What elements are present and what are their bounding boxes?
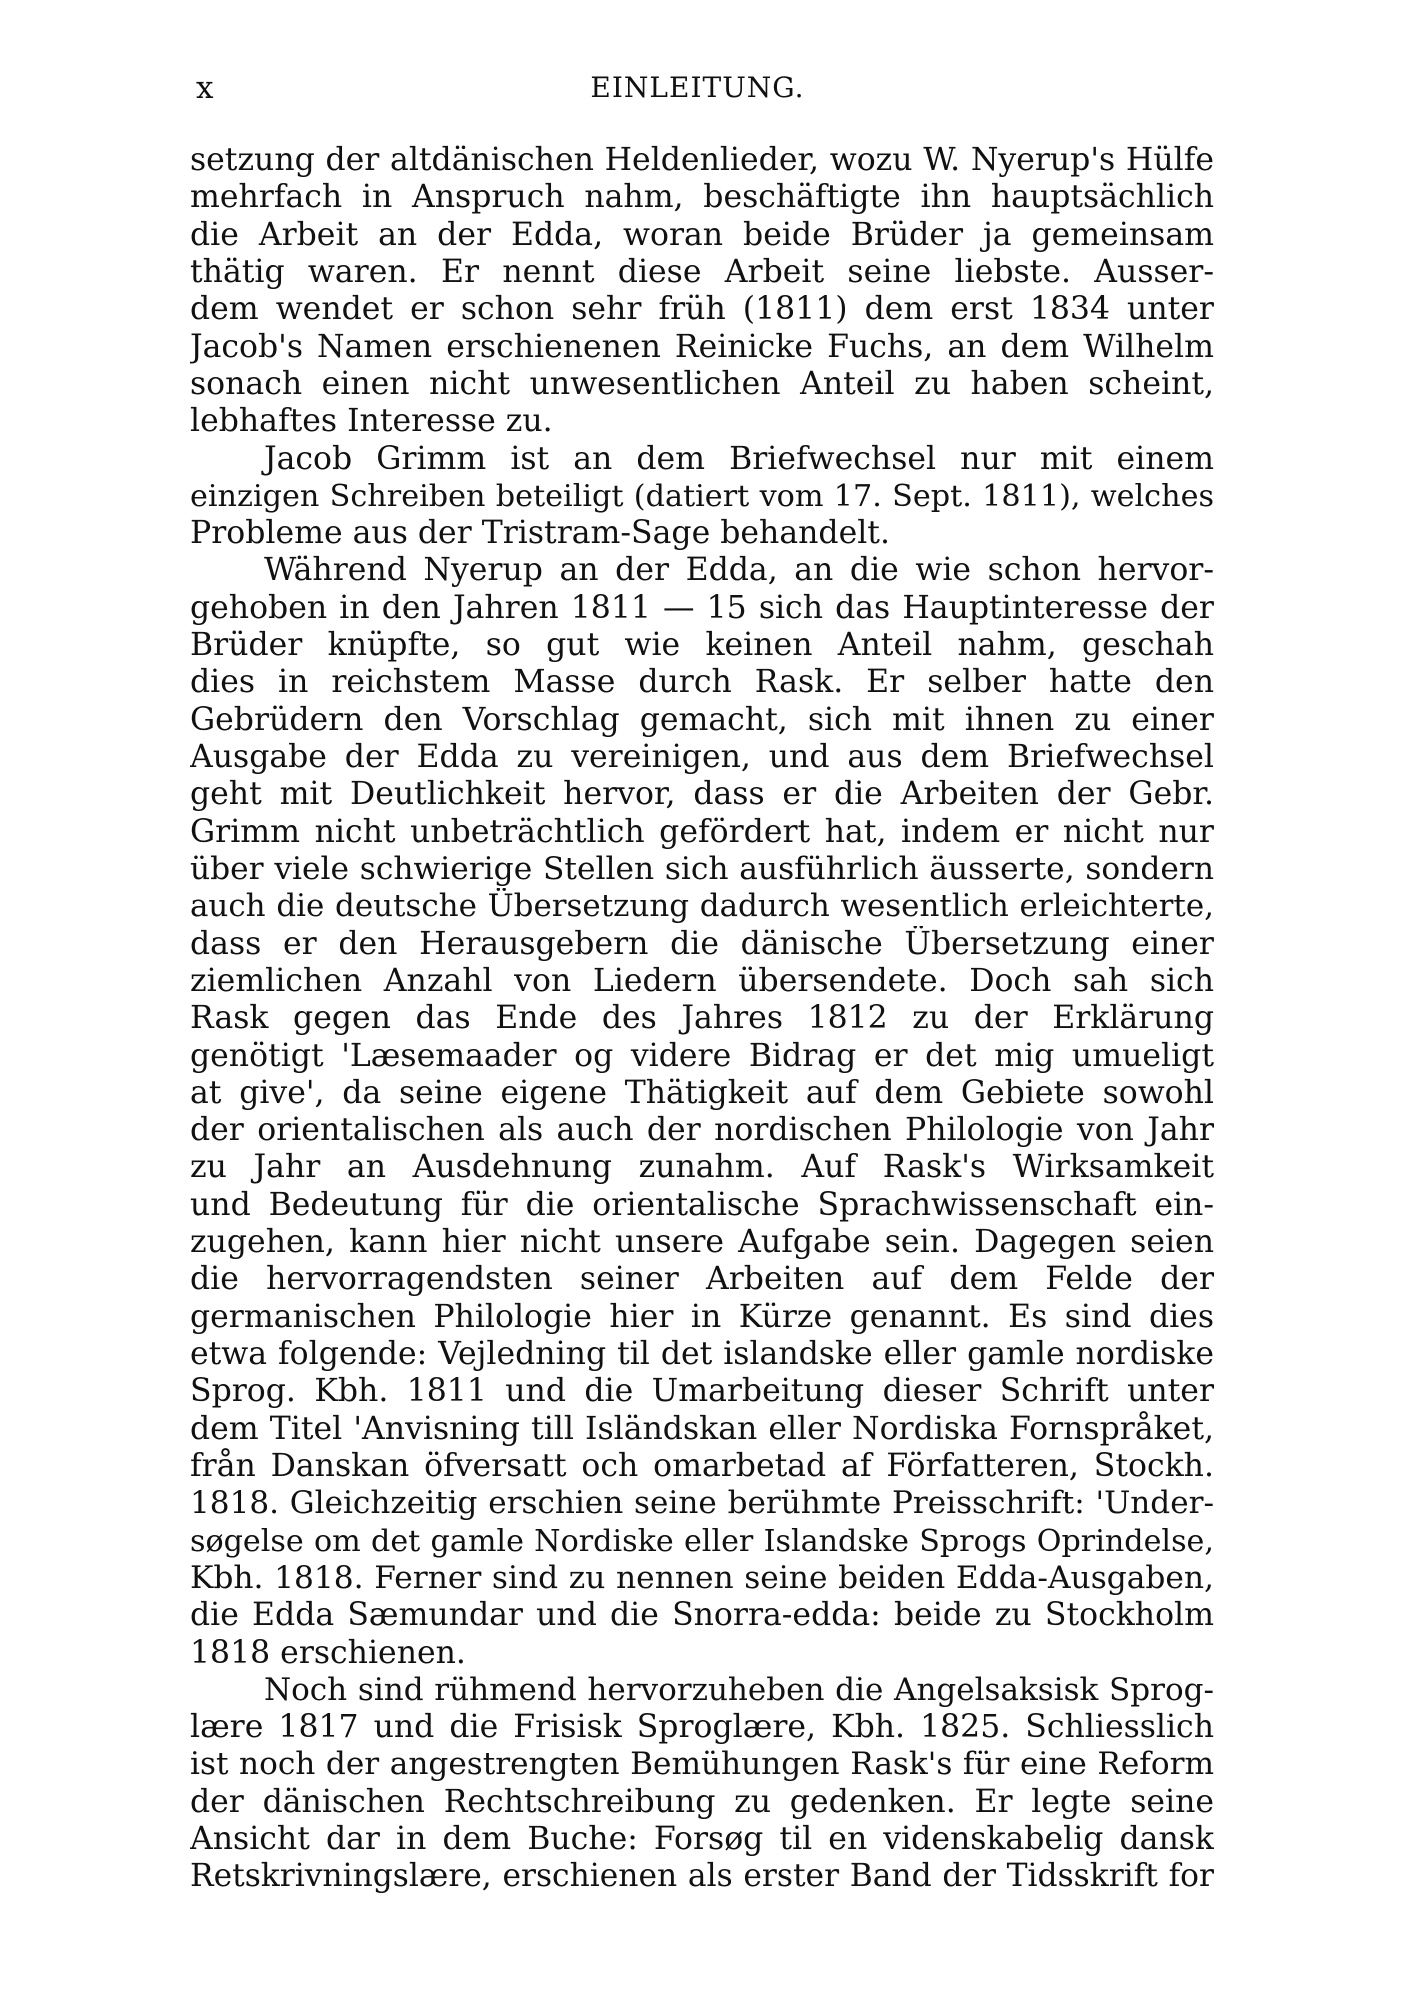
text-line: lebhaftes Interesse zu. <box>190 403 553 440</box>
text-line: dem Titel 'Anvisning till Isländskan eller Nordiska Fornspråket, <box>190 1410 1214 1447</box>
text-line: mehrfach in Anspruch nahm, beschäftigte ihn hauptsächlich <box>190 179 1214 216</box>
text-line: sonach einen nicht unwesentlichen Anteil zu haben scheint, <box>190 365 1214 402</box>
text-line: Ausgabe der Edda zu vereinigen, und aus dem Briefwechsel <box>190 739 1214 775</box>
running-head <box>190 68 1205 108</box>
text-line: die hervorragendsten seiner Arbeiten auf dem Felde der <box>190 1261 1214 1298</box>
text-line: søgelse om det gamle Nordiske eller Islandske Sprogs Oprindelse, <box>190 1523 1214 1559</box>
text-line: germanischen Philologie hier in Kürze genannt. Es sind dies <box>190 1298 1214 1335</box>
text-line: från Danskan öfversatt och omarbetad af Författeren, Stockh. <box>190 1447 1214 1484</box>
text-line: 1818 erschienen. <box>190 1634 466 1671</box>
text-line: dem wendet er schon sehr früh (1811) dem erst 1834 unter <box>190 291 1214 328</box>
text-line: dies in reichstem Masse durch Rask. Er selber hatte den <box>190 664 1214 701</box>
text-line: Gebrüdern den Vorschlag gemacht, sich mit ihnen zu einer <box>190 701 1214 738</box>
text-line: genötigt 'Læsemaader og videre Bidrag er det mig umueligt <box>190 1037 1214 1074</box>
text-line: der dänischen Rechtschreibung zu gedenken. Er legte seine <box>190 1783 1214 1820</box>
text-line: geht mit Deutlichkeit hervor, dass er die Arbeiten der Gebr. <box>190 776 1214 813</box>
text-line: zugehen, kann hier nicht unsere Aufgabe sein. Dagegen seien <box>190 1224 1214 1261</box>
text-line: Noch sind rühmend hervorzuheben die Angelsaksisk Sprog- <box>264 1671 1214 1708</box>
text-line: at give', da seine eigene Thätigkeit auf dem Gebiete sowohl <box>190 1074 1214 1111</box>
running-title: EINLEITUNG. <box>590 71 805 104</box>
text-line: der orientalischen als auch der nordischen Philologie von Jahr <box>190 1112 1214 1149</box>
text-line: Jacob's Namen erschienenen Reinicke Fuchs, an dem Wilhelm <box>190 328 1214 365</box>
text-line: setzung der altdänischen Heldenlieder, wozu W. Nyerup's Hülfe <box>190 142 1214 178</box>
text-line: ziemlichen Anzahl von Liedern übersendete. Doch sah sich <box>190 962 1214 999</box>
text-line: auch die deutsche Übersetzung dadurch wesentlich erleichterte, <box>190 888 1214 925</box>
text-line: Brüder knüpfte, so gut wie keinen Anteil nahm, geschah <box>190 627 1214 664</box>
text-line: Kbh. 1818. Ferner sind zu nennen seine beiden Edda-Ausgaben, <box>190 1559 1214 1596</box>
text-line: und Bedeutung für die orientalische Sprachwissenschaft ein- <box>190 1186 1214 1223</box>
text-line: Retskrivningslære, erschienen als erster Band der Tidsskrift for <box>190 1858 1214 1895</box>
text-line: einzigen Schreiben beteiligt (datiert vom 17. Sept. 1811), welches <box>190 478 1214 514</box>
text-line: Rask gegen das Ende des Jahres 1812 zu der Erklärung <box>190 1000 1214 1037</box>
text-line: die Edda Sæmundar und die Snorra-edda: beide zu Stockholm <box>190 1597 1214 1634</box>
text-line: Probleme aus der Tristram-Sage behandelt. <box>190 515 890 552</box>
text-line: Während Nyerup an der Edda, an die wie schon hervor- <box>264 552 1214 589</box>
page-number: x <box>196 70 214 106</box>
text-line: Sprog. Kbh. 1811 und die Umarbeitung dieser Schrift unter <box>190 1373 1214 1410</box>
text-line: 1818. Gleichzeitig erschien seine berühmte Preisschrift: 'Under- <box>190 1485 1214 1522</box>
text-line: ist noch der angestrengten Bemühungen Rask's für eine Reform <box>190 1746 1214 1783</box>
text-line: dass er den Herausgebern die dänische Übersetzung einer <box>190 925 1214 962</box>
text-line: zu Jahr an Ausdehnung zunahm. Auf Rask's Wirksamkeit <box>190 1149 1214 1186</box>
text-line: Grimm nicht unbeträchtlich gefördert hat, indem er nicht nur <box>190 813 1214 850</box>
text-line: lære 1817 und die Frisisk Sproglære, Kbh. 1825. Schliesslich <box>190 1709 1214 1746</box>
text-line: die Arbeit an der Edda, woran beide Brüder ja gemeinsam <box>190 216 1214 253</box>
text-line: etwa folgende: Vejledning til det islandske eller gamle nordiske <box>190 1336 1214 1372</box>
body-text <box>190 142 1214 1896</box>
text-line: Ansicht dar in dem Buche: Forsøg til en videnskabelig dansk <box>190 1821 1214 1858</box>
text-line: thätig waren. Er nennt diese Arbeit seine liebste. Ausser- <box>190 253 1214 290</box>
text-line: gehoben in den Jahren 1811 — 15 sich das Hauptinteresse der <box>190 589 1214 626</box>
text-line: Jacob Grimm ist an dem Briefwechsel nur mit einem <box>264 440 1214 477</box>
text-line: über viele schwierige Stellen sich ausführlich äusserte, sondern <box>190 850 1214 887</box>
